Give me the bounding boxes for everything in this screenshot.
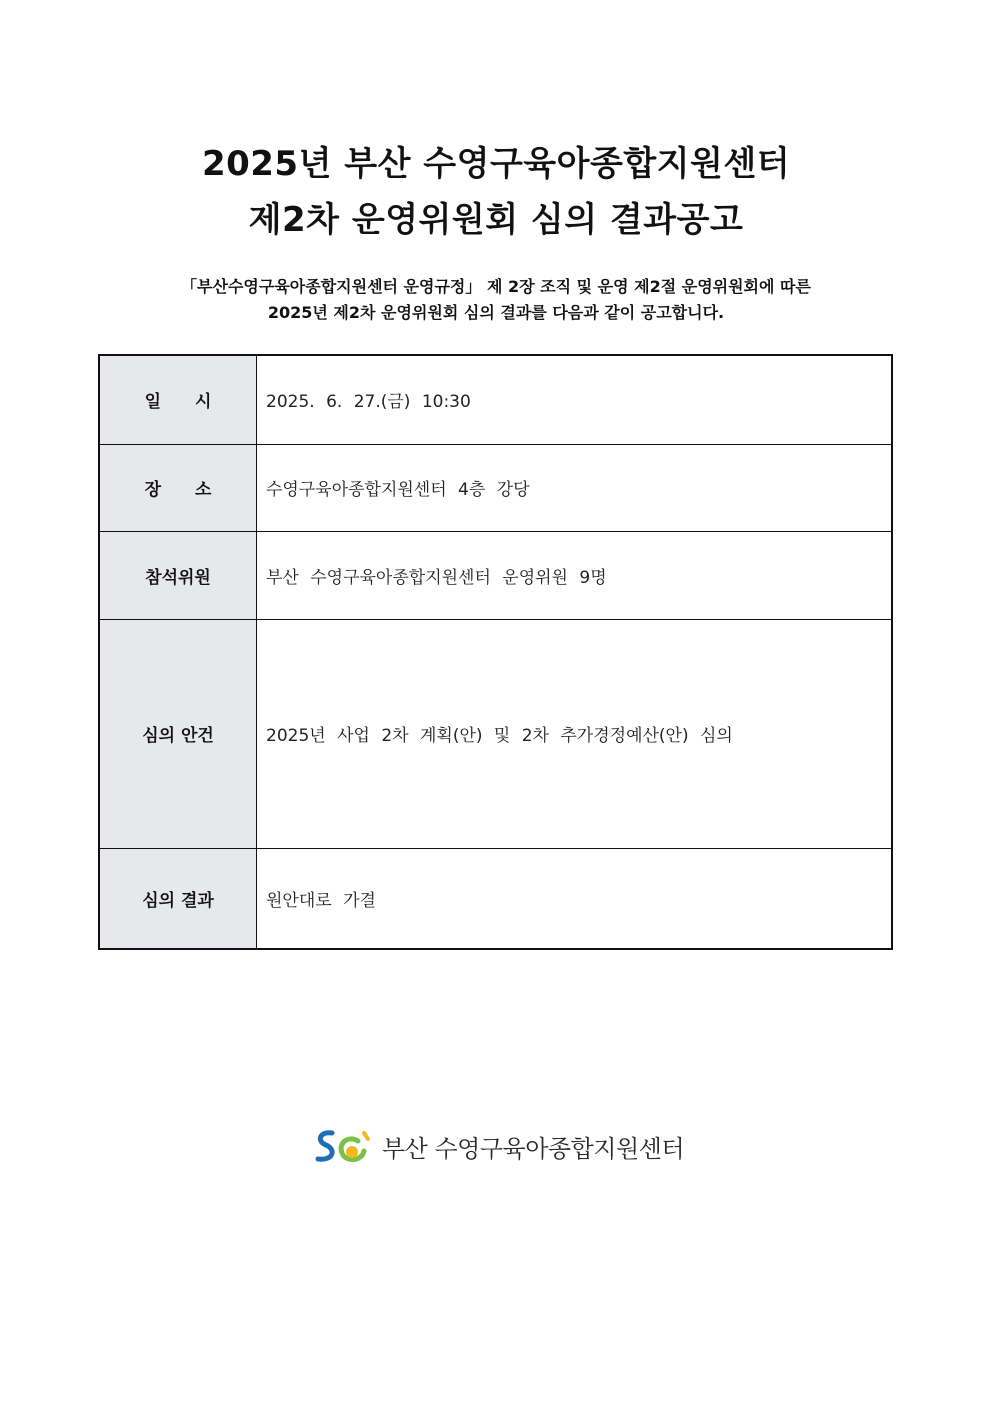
table-row-place [99,444,892,531]
intro-text-line2: 2025년 제2차 운영위원회 심의 결과를 다음과 같이 공고합니다. [267,303,725,322]
row-value-attendees: 부산 수영구육아종합지원센터 운영위원 9명 [257,531,893,619]
row-value-agenda: 2025년 사업 2차 계획(안) 및 2차 추가경정예산(안) 심의 [257,619,893,848]
table-row-agenda [99,619,892,848]
document-title-line2: 제2차 운영위원회 심의 결과공고 [248,200,744,240]
table-row-date [99,355,892,444]
row-label-result: 심의 결과 [99,848,257,949]
row-value-result: 원안대로 가결 [257,848,893,949]
meeting-info-table [98,354,893,950]
table-row-attendees [99,531,892,619]
footer-org-name: 부산 수영구육아종합지원센터 [382,1134,685,1163]
row-value-date: 2025. 6. 27.(금) 10:30 [257,355,893,444]
row-label-place: 장소 [99,444,257,531]
footer-brand [312,1124,684,1168]
scc-logo-icon [312,1125,374,1167]
row-value-place: 수영구육아종합지원센터 4층 강당 [257,444,893,531]
table-row-result [99,848,892,949]
row-label-date: 일시 [99,355,257,444]
intro-text-line1: 「부산수영구육아종합지원센터 운영규정」 제 2장 조직 및 운영 제2절 운영위원회에 따른 [181,277,811,296]
document-title-line1: 2025년 부산 수영구육아종합지원센터 [201,144,791,184]
row-label-attendees: 참석위원 [99,531,257,619]
row-label-agenda: 심의 안건 [99,619,257,848]
